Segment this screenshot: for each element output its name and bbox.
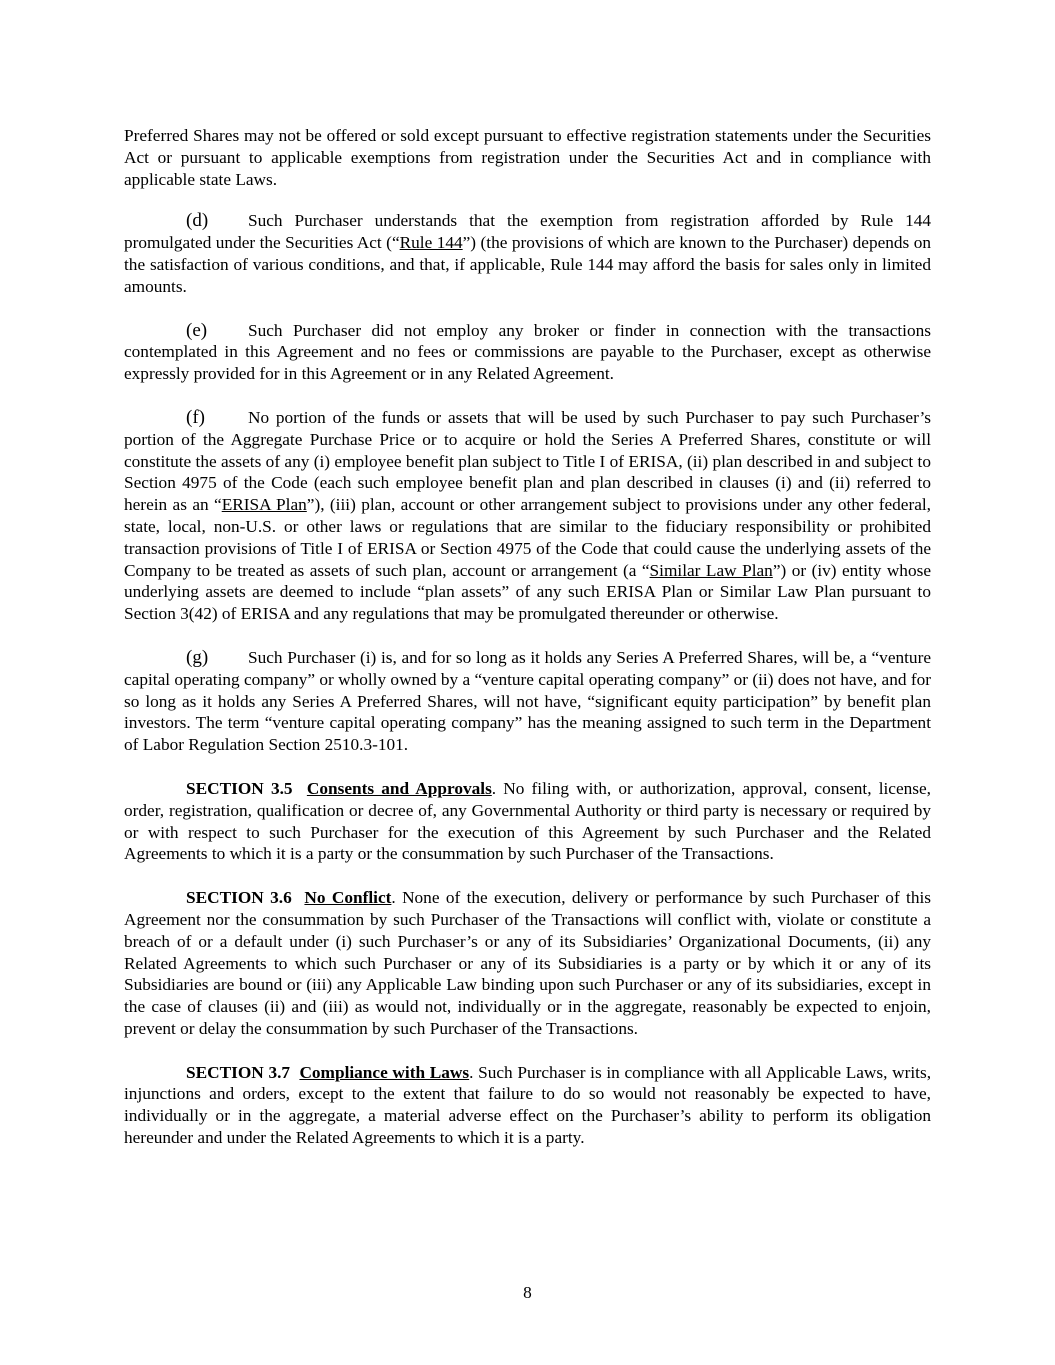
section-3-5-text: . No filing with, or authorization, approval, consent, license, order, registration, qualification or decree of, any Governmental Authority or third party is necessary or required by or with respect to such Purchaser for the execution of this Agreement by such Purchaser and the Related Agreements to which it is a party or the consummation by such Purchaser of the Transactions. (124, 778, 931, 864)
paragraph-f-text-3: ”) or (iv) entity whose underlying assets are deemed to include “plan assets” of any such ERISA Plan or Similar Law Plan pursuant to Section 3(42) of ERISA and any regulations that may be promulgated thereunder or otherwise. (124, 560, 931, 624)
section-3-6-heading: No Conflict (304, 888, 392, 908)
paragraph-d-label: (d) (186, 210, 209, 232)
paragraph-g-text: Such Purchaser (i) is, and for so long as it holds any Series A Preferred Shares, will be, a “venture capital operating company” or wholly owned by a “venture capital operating company” or (ii) does not have, and for so long as it holds any Series A Preferred Shares, will not have, “significant equity participation” by benefit plan investors. The term “venture capital operating company” has the meaning assigned to such term in the Department of Labor Regulation Section 2510.3-101. (124, 647, 931, 755)
paragraph-f (124, 407, 931, 625)
section-3-6-number: SECTION 3.6 (186, 888, 292, 908)
paragraph-g-label: (g) (186, 646, 209, 668)
paragraph-d-text-1: Such Purchaser understands that the exemption from registration afforded by Rule 144 promulgated under the Securities Act (“ (124, 211, 931, 253)
paragraph-intro (124, 125, 931, 190)
section-3-5-heading: Consents and Approvals (306, 778, 492, 798)
section-3-6-text: . None of the execution, delivery or performance by such Purchaser of this Agreement nor the consummation by such Purchaser of the Transactions will conflict with, violate or constitute a breach of or a default under (i) such Purchaser’s or any of its Subsidiaries’ Organizational Documents, (ii) any Related Agreements to which such Purchaser or any of its Subsidiaries is a party or by which it or any of its Subsidiaries are bound or (iii) any Applicable Law binding upon such Purchaser or any of its subsidiaries, except in the case of clauses (ii) and (iii) as would not, individually or in the aggregate, reasonably be expected to enjoin, prevent or delay the consummation by such Purchaser of the Transactions. (124, 888, 932, 1038)
section-3-6 (124, 887, 931, 1040)
paragraph-d (124, 210, 931, 297)
paragraph-e-text: Such Purchaser did not employ any broker or finder in connection with the transactions contemplated in this Agreement and no fees or commissions are payable to the Purchaser, except as otherwise expressly provided for in this Agreement or in any Related Agreement. (124, 320, 931, 384)
paragraph-f-text-1: No portion of the funds or assets that will be used by such Purchaser to pay such Purchaser’s portion of the Aggregate Purchase Price or to acquire or hold the Series A Preferred Shares, constitute or will constitute the assets of any (i) employee benefit plan subject to Title I of ERISA, (ii) plan described in and subject to Section 4975 of the Code (each such employee benefit plan and plan described in clauses (i) and (ii) referred to herein as an “ (124, 407, 931, 515)
paragraph-f-text-2: ”), (iii) plan, account or other arrangement subject to provisions under any other federal, state, local, non-U.S. or other laws or regulations that are similar to the fiduciary responsibility or prohibited transaction provisions of Title I of ERISA or Section 4975 of the Code that could cause the underlying assets of the Company to be treated as assets of such plan, account or arrangement (a “ (124, 495, 931, 580)
paragraph-f-label: (f) (186, 406, 205, 428)
document-page (124, 125, 931, 1171)
paragraph-e-label: (e) (186, 319, 208, 341)
section-3-5-number: SECTION 3.5 (186, 778, 293, 798)
section-3-5 (124, 778, 931, 865)
paragraph-intro-text: Preferred Shares may not be offered or sold except pursuant to effective registration statements under the Securities Act or pursuant to applicable exemptions from registration under the Securities Act and in compliance with applicable state Laws. (124, 126, 931, 189)
paragraph-g (124, 647, 931, 756)
defined-term-similar-law-plan: Similar Law Plan (649, 560, 773, 580)
paragraph-d-text-2: ”) (the provisions of which are known to the Purchaser) depends on the satisfaction of various conditions, and that, if applicable, Rule 144 may afford the basis for sales only in limited amounts. (124, 233, 931, 296)
section-3-7-number: SECTION 3.7 (186, 1062, 291, 1082)
paragraph-e (124, 320, 931, 385)
section-3-7-heading: Compliance with Laws (299, 1062, 470, 1082)
defined-term-rule-144: Rule 144 (399, 233, 463, 253)
page-number: 8 (523, 1283, 532, 1302)
section-3-7 (124, 1062, 931, 1149)
section-3-7-text: . Such Purchaser is in compliance with all Applicable Laws, writs, injunctions and orders, except to the extent that failure to do so would not reasonably be expected to have, individually or in the aggregate, a material adverse effect on the Purchaser’s ability to perform its obligation hereunder and under the Related Agreements to which it is a party. (124, 1062, 932, 1148)
defined-term-erisa-plan: ERISA Plan (221, 495, 307, 515)
